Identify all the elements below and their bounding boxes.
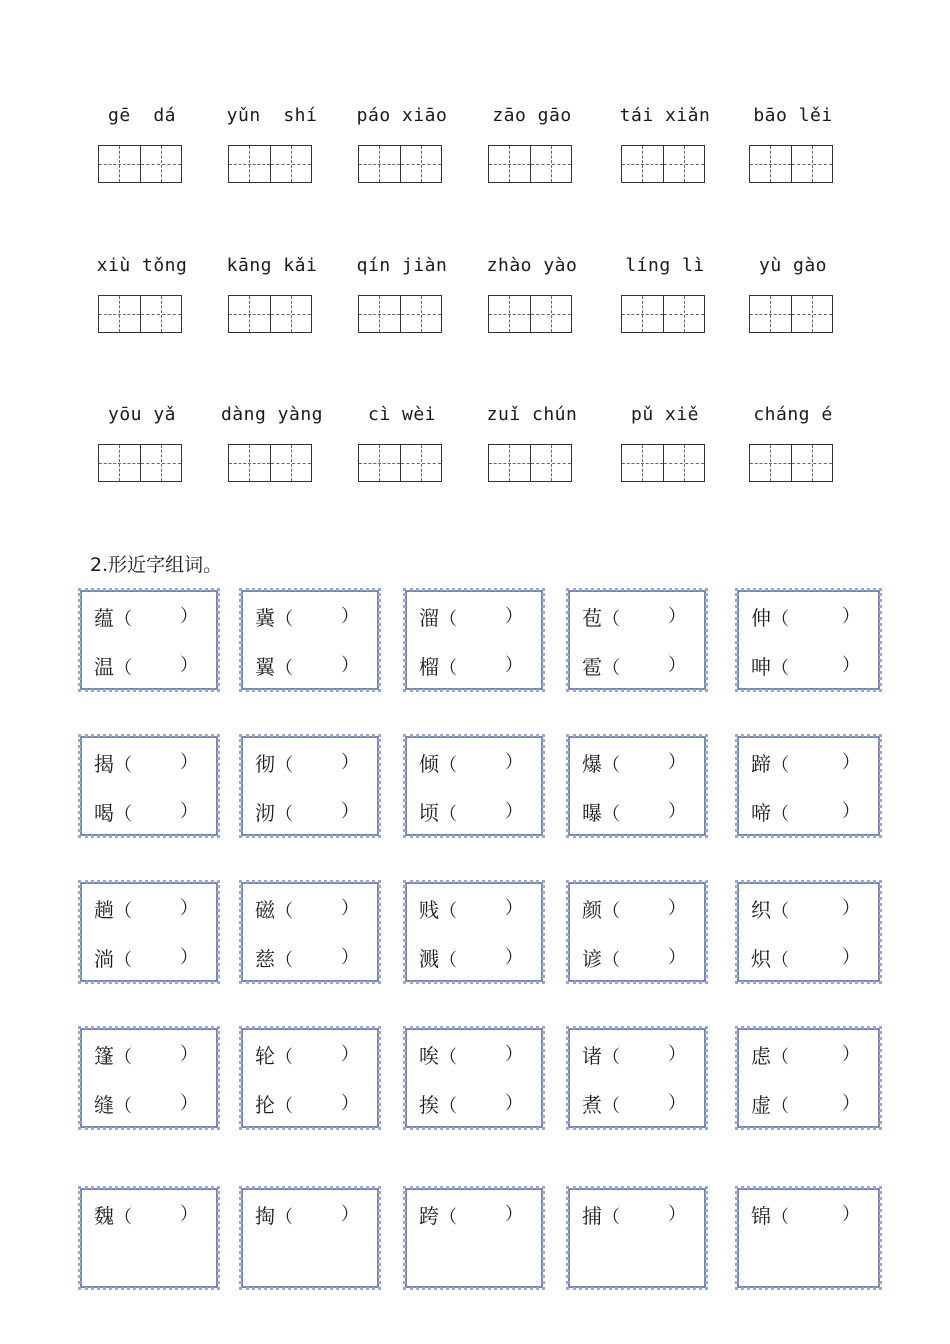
pinyin-label: zāo gāo: [492, 105, 572, 126]
close-paren: ）: [668, 1204, 686, 1225]
close-paren: ）: [505, 655, 523, 676]
word-blank-line[interactable]: [255, 1040, 359, 1069]
word-blank-line[interactable]: [751, 651, 860, 680]
pinyin-label: bāo lěi: [753, 105, 833, 126]
close-paren: ）: [668, 1093, 686, 1114]
close-paren: ）: [842, 1093, 860, 1114]
close-paren: ）: [505, 1044, 523, 1065]
close-paren: ）: [668, 752, 686, 773]
word-box: [80, 882, 218, 982]
character-label: 抡: [255, 1093, 275, 1117]
tian-zi-ge-grid[interactable]: [228, 145, 312, 183]
close-paren: ）: [505, 801, 523, 822]
character-cell[interactable]: [531, 296, 572, 332]
tian-zi-ge-grid[interactable]: [98, 444, 182, 482]
character-cell[interactable]: [401, 146, 442, 182]
pinyin-label: qín jiàn: [356, 255, 448, 276]
character-label: 颜: [582, 898, 602, 922]
word-blank-line[interactable]: [751, 602, 860, 631]
character-label: 篷: [94, 1044, 114, 1068]
close-paren: ）: [180, 801, 198, 822]
character-cell[interactable]: [489, 445, 531, 481]
close-paren: ）: [505, 898, 523, 919]
pinyin-row: [0, 404, 950, 514]
tian-zi-ge-grid[interactable]: [358, 295, 442, 333]
pinyin-label: yù gào: [758, 255, 828, 276]
word-blank-line[interactable]: [94, 1040, 198, 1069]
character-label: 倾: [419, 752, 439, 776]
close-paren: ）: [668, 801, 686, 822]
open-paren: （: [602, 804, 620, 825]
character-cell[interactable]: [664, 296, 705, 332]
word-box: [568, 1188, 706, 1288]
close-paren: ）: [505, 947, 523, 968]
close-paren: ）: [842, 1044, 860, 1065]
word-blank-line[interactable]: [751, 797, 860, 826]
character-label: 慈: [255, 947, 275, 971]
close-paren: ）: [180, 898, 198, 919]
word-blank-line[interactable]: [751, 1089, 860, 1118]
open-paren: （: [439, 804, 457, 825]
word-blank-line[interactable]: [94, 651, 198, 680]
word-blank-line[interactable]: [255, 651, 359, 680]
pinyin-label: dàng yàng: [220, 404, 324, 425]
word-blank-line[interactable]: [582, 1200, 686, 1229]
character-label: 蹄: [751, 752, 771, 776]
pinyin-label: zuǐ chún: [486, 404, 578, 425]
character-cell[interactable]: [531, 146, 572, 182]
character-label: 轮: [255, 1044, 275, 1068]
close-paren: ）: [842, 801, 860, 822]
character-cell[interactable]: [359, 445, 401, 481]
open-paren: （: [275, 1047, 293, 1068]
pinyin-label: zhào yào: [486, 255, 578, 276]
character-label: 缝: [94, 1093, 114, 1117]
word-blank-line[interactable]: [255, 943, 359, 972]
character-label: 虑: [751, 1044, 771, 1068]
character-cell[interactable]: [141, 146, 182, 182]
word-blank-line[interactable]: [255, 894, 359, 923]
character-label: 爆: [582, 752, 602, 776]
word-blank-line[interactable]: [94, 1200, 198, 1229]
word-blank-line[interactable]: [94, 894, 198, 923]
close-paren: ）: [668, 606, 686, 627]
word-box: [241, 736, 379, 836]
word-blank-line[interactable]: [582, 943, 686, 972]
open-paren: （: [771, 1047, 789, 1068]
close-paren: ）: [668, 947, 686, 968]
word-box: [241, 1028, 379, 1128]
pinyin-label: páo xiāo: [356, 105, 448, 126]
character-label: 翼: [255, 655, 275, 679]
character-label: 溅: [419, 947, 439, 971]
close-paren: ）: [341, 606, 359, 627]
character-label: 溜: [419, 606, 439, 630]
pinyin-label: xiù tǒng: [96, 255, 188, 276]
character-cell[interactable]: [401, 445, 442, 481]
open-paren: （: [114, 950, 132, 971]
word-blank-line[interactable]: [751, 1040, 860, 1069]
character-label: 磁: [255, 898, 275, 922]
open-paren: （: [771, 609, 789, 630]
character-cell[interactable]: [271, 146, 312, 182]
character-cell[interactable]: [99, 296, 141, 332]
open-paren: （: [439, 658, 457, 679]
word-blank-line[interactable]: [582, 651, 686, 680]
word-box: [737, 1028, 880, 1128]
character-cell[interactable]: [750, 146, 792, 182]
word-blank-line[interactable]: [751, 748, 860, 777]
tian-zi-ge-grid[interactable]: [749, 145, 833, 183]
tian-zi-ge-grid[interactable]: [488, 145, 572, 183]
character-cell[interactable]: [141, 445, 182, 481]
character-cell[interactable]: [99, 146, 141, 182]
close-paren: ）: [180, 1093, 198, 1114]
word-blank-line[interactable]: [94, 748, 198, 777]
word-blank-line[interactable]: [582, 894, 686, 923]
word-blank-line[interactable]: [94, 943, 198, 972]
character-label: 蕴: [94, 606, 114, 630]
character-cell[interactable]: [229, 296, 271, 332]
character-label: 跨: [419, 1204, 439, 1228]
open-paren: （: [771, 755, 789, 776]
word-box: [405, 882, 543, 982]
open-paren: （: [602, 901, 620, 922]
open-paren: （: [439, 1047, 457, 1068]
character-cell[interactable]: [229, 146, 271, 182]
tian-zi-ge-grid[interactable]: [621, 444, 705, 482]
character-label: 谚: [582, 947, 602, 971]
close-paren: ）: [668, 655, 686, 676]
character-cell[interactable]: [750, 296, 792, 332]
word-box: [737, 590, 880, 690]
close-paren: ）: [341, 947, 359, 968]
word-blank-line[interactable]: [255, 602, 359, 631]
character-cell[interactable]: [271, 296, 312, 332]
character-label: 雹: [582, 655, 602, 679]
open-paren: （: [771, 658, 789, 679]
close-paren: ）: [668, 898, 686, 919]
close-paren: ）: [842, 898, 860, 919]
open-paren: （: [114, 755, 132, 776]
open-paren: （: [114, 1047, 132, 1068]
word-box: [80, 736, 218, 836]
tian-zi-ge-grid[interactable]: [358, 145, 442, 183]
close-paren: ）: [341, 752, 359, 773]
character-label: 煮: [582, 1093, 602, 1117]
word-box: [80, 1188, 218, 1288]
open-paren: （: [275, 901, 293, 922]
character-label: 虚: [751, 1093, 771, 1117]
character-label: 伸: [751, 606, 771, 630]
open-paren: （: [439, 755, 457, 776]
word-blank-line[interactable]: [94, 797, 198, 826]
tian-zi-ge-grid[interactable]: [621, 145, 705, 183]
tian-zi-ge-grid[interactable]: [488, 295, 572, 333]
character-label: 啼: [751, 801, 771, 825]
open-paren: （: [771, 901, 789, 922]
character-cell[interactable]: [792, 445, 833, 481]
character-cell[interactable]: [489, 146, 531, 182]
character-label: 喝: [94, 801, 114, 825]
character-cell[interactable]: [229, 445, 271, 481]
close-paren: ）: [341, 801, 359, 822]
word-blank-line[interactable]: [255, 748, 359, 777]
close-paren: ）: [842, 947, 860, 968]
pinyin-label: tái xiǎn: [619, 105, 711, 126]
character-cell[interactable]: [664, 445, 705, 481]
word-blank-line[interactable]: [419, 1089, 523, 1118]
section-2-title: 2.形近字组词。: [90, 554, 223, 576]
character-cell[interactable]: [401, 296, 442, 332]
open-paren: （: [275, 1207, 293, 1228]
open-paren: （: [771, 1207, 789, 1228]
open-paren: （: [771, 1096, 789, 1117]
tian-zi-ge-grid[interactable]: [98, 145, 182, 183]
character-cell[interactable]: [750, 445, 792, 481]
word-box: [405, 1188, 543, 1288]
character-label: 锦: [751, 1204, 771, 1228]
close-paren: ）: [341, 1044, 359, 1065]
word-blank-line[interactable]: [94, 602, 198, 631]
word-blank-line[interactable]: [419, 1200, 523, 1229]
word-box: [568, 736, 706, 836]
character-label: 榴: [419, 655, 439, 679]
open-paren: （: [114, 609, 132, 630]
tian-zi-ge-grid[interactable]: [228, 295, 312, 333]
pinyin-label: líng lì: [625, 255, 705, 276]
open-paren: （: [275, 609, 293, 630]
character-cell[interactable]: [271, 445, 312, 481]
word-blank-line[interactable]: [419, 894, 523, 923]
open-paren: （: [114, 901, 132, 922]
word-box: [241, 882, 379, 982]
open-paren: （: [275, 658, 293, 679]
character-label: 沏: [255, 801, 275, 825]
word-box: [568, 1028, 706, 1128]
word-box: [80, 590, 218, 690]
pinyin-label: gē dá: [107, 105, 177, 126]
open-paren: （: [114, 658, 132, 679]
character-label: 贱: [419, 898, 439, 922]
open-paren: （: [602, 1047, 620, 1068]
close-paren: ）: [341, 1204, 359, 1225]
open-paren: （: [439, 609, 457, 630]
open-paren: （: [602, 658, 620, 679]
tian-zi-ge-grid[interactable]: [98, 295, 182, 333]
character-cell[interactable]: [359, 146, 401, 182]
open-paren: （: [602, 755, 620, 776]
word-box: [405, 736, 543, 836]
word-blank-line[interactable]: [255, 1089, 359, 1118]
word-blank-line[interactable]: [419, 602, 523, 631]
character-label: 趟: [94, 898, 114, 922]
word-blank-line[interactable]: [419, 1040, 523, 1069]
pinyin-label: yǔn shí: [226, 105, 318, 126]
open-paren: （: [602, 609, 620, 630]
word-blank-line[interactable]: [582, 602, 686, 631]
word-blank-line[interactable]: [582, 748, 686, 777]
open-paren: （: [439, 950, 457, 971]
character-cell[interactable]: [664, 146, 705, 182]
character-cell[interactable]: [622, 296, 664, 332]
character-cell[interactable]: [622, 445, 664, 481]
word-blank-line[interactable]: [419, 651, 523, 680]
word-box: [241, 590, 379, 690]
pinyin-row: [0, 255, 950, 365]
pinyin-row: [0, 105, 950, 215]
character-cell[interactable]: [489, 296, 531, 332]
pinyin-label: cì wèi: [367, 404, 437, 425]
close-paren: ）: [180, 606, 198, 627]
close-paren: ）: [505, 1093, 523, 1114]
close-paren: ）: [505, 606, 523, 627]
word-blank-line[interactable]: [419, 797, 523, 826]
close-paren: ）: [180, 752, 198, 773]
character-label: 挨: [419, 1093, 439, 1117]
close-paren: ）: [505, 752, 523, 773]
close-paren: ）: [842, 752, 860, 773]
word-blank-line[interactable]: [582, 797, 686, 826]
close-paren: ）: [842, 606, 860, 627]
pinyin-label: yōu yǎ: [107, 404, 177, 425]
close-paren: ）: [668, 1044, 686, 1065]
character-label: 淌: [94, 947, 114, 971]
open-paren: （: [439, 901, 457, 922]
close-paren: ）: [842, 655, 860, 676]
character-cell[interactable]: [531, 445, 572, 481]
character-label: 温: [94, 655, 114, 679]
open-paren: （: [275, 755, 293, 776]
open-paren: （: [602, 1207, 620, 1228]
pinyin-label: cháng é: [753, 404, 833, 425]
open-paren: （: [602, 950, 620, 971]
tian-zi-ge-grid[interactable]: [358, 444, 442, 482]
close-paren: ）: [341, 655, 359, 676]
character-label: 冀: [255, 606, 275, 630]
word-box: [405, 590, 543, 690]
character-label: 苞: [582, 606, 602, 630]
word-box: [241, 1188, 379, 1288]
word-box: [737, 882, 880, 982]
open-paren: （: [275, 1096, 293, 1117]
open-paren: （: [771, 950, 789, 971]
word-box: [737, 736, 880, 836]
open-paren: （: [439, 1096, 457, 1117]
word-blank-line[interactable]: [582, 1089, 686, 1118]
tian-zi-ge-grid[interactable]: [621, 295, 705, 333]
close-paren: ）: [180, 1044, 198, 1065]
character-label: 曝: [582, 801, 602, 825]
character-label: 顷: [419, 801, 439, 825]
word-box: [568, 882, 706, 982]
character-label: 织: [751, 898, 771, 922]
word-box: [80, 1028, 218, 1128]
close-paren: ）: [505, 1204, 523, 1225]
word-box: [568, 590, 706, 690]
open-paren: （: [275, 950, 293, 971]
tian-zi-ge-grid[interactable]: [488, 444, 572, 482]
open-paren: （: [114, 804, 132, 825]
open-paren: （: [275, 804, 293, 825]
close-paren: ）: [341, 1093, 359, 1114]
character-label: 彻: [255, 752, 275, 776]
word-blank-line[interactable]: [751, 894, 860, 923]
close-paren: ）: [842, 1204, 860, 1225]
close-paren: ）: [341, 898, 359, 919]
character-label: 魏: [94, 1204, 114, 1228]
pinyin-label: kāng kǎi: [226, 255, 318, 276]
word-blank-line[interactable]: [255, 1200, 359, 1229]
close-paren: ）: [180, 1204, 198, 1225]
word-blank-line[interactable]: [751, 1200, 860, 1229]
character-label: 捕: [582, 1204, 602, 1228]
tian-zi-ge-grid[interactable]: [749, 295, 833, 333]
character-label: 唉: [419, 1044, 439, 1068]
open-paren: （: [602, 1096, 620, 1117]
pinyin-label: pǔ xiě: [630, 404, 700, 425]
open-paren: （: [114, 1096, 132, 1117]
character-label: 炽: [751, 947, 771, 971]
character-cell[interactable]: [792, 146, 833, 182]
word-blank-line[interactable]: [582, 1040, 686, 1069]
character-label: 诸: [582, 1044, 602, 1068]
character-cell[interactable]: [622, 146, 664, 182]
character-cell[interactable]: [141, 296, 182, 332]
character-label: 掏: [255, 1204, 275, 1228]
character-label: 呻: [751, 655, 771, 679]
open-paren: （: [439, 1207, 457, 1228]
tian-zi-ge-grid[interactable]: [749, 444, 833, 482]
character-cell[interactable]: [792, 296, 833, 332]
open-paren: （: [771, 804, 789, 825]
character-cell[interactable]: [99, 445, 141, 481]
character-cell[interactable]: [359, 296, 401, 332]
word-blank-line[interactable]: [255, 797, 359, 826]
close-paren: ）: [180, 947, 198, 968]
close-paren: ）: [180, 655, 198, 676]
character-label: 揭: [94, 752, 114, 776]
open-paren: （: [114, 1207, 132, 1228]
word-box: [737, 1188, 880, 1288]
word-box: [405, 1028, 543, 1128]
word-blank-line[interactable]: [419, 943, 523, 972]
word-blank-line[interactable]: [419, 748, 523, 777]
tian-zi-ge-grid[interactable]: [228, 444, 312, 482]
word-blank-line[interactable]: [94, 1089, 198, 1118]
word-blank-line[interactable]: [751, 943, 860, 972]
